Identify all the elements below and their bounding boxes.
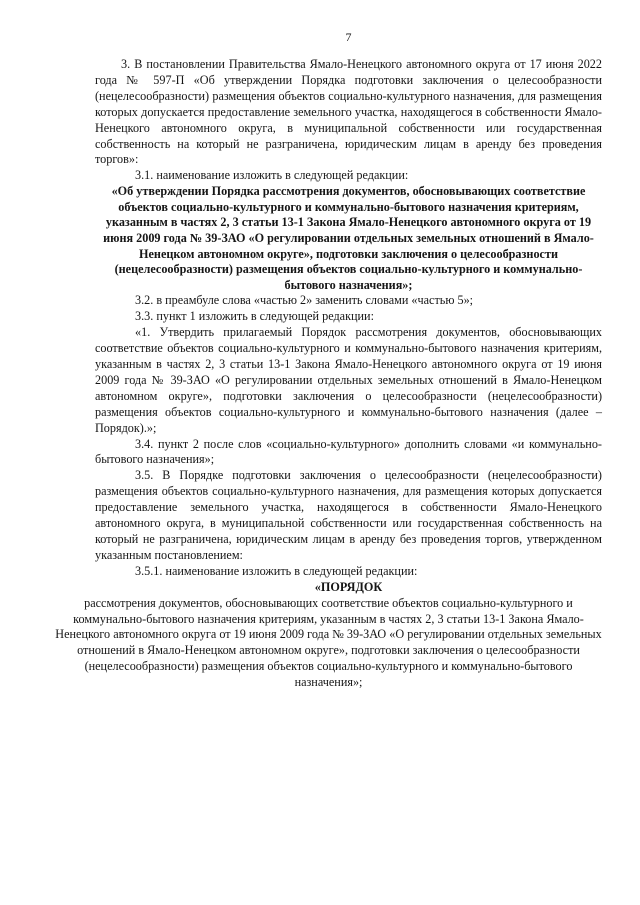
paragraph-3: 3. В постановлении Правительства Ямало-Ненецкого автономного округа от 17 июня 2022 года № 597-П «Об утверждении Порядка подготовки заключения о целесообразности (нецелесообразности) размещения объектов социально-культурного назначения, для размещения которых допускается предоставление земельного участка, находящегося в собственности Ямало-Ненецкого автономного округа, в муниципальной собственности или государственная собственность на который не разграничена, юридическим лицам в аренду без проведения торгов»: <box>95 57 602 167</box>
paragraph-3-5-1: 3.5.1. наименование изложить в следующей редакции: <box>135 563 418 578</box>
paragraph-3-2: 3.2. в преамбуле слова «частью 2» заменить словами «частью 5»; <box>135 293 474 308</box>
paragraph-3-3: 3.3. пункт 1 изложить в следующей редакции: <box>135 309 374 324</box>
paragraph-3-4: 3.4. пункт 2 после слов «социально-культурного» дополнить словами «и коммунально-бытового назначения»; <box>95 436 602 467</box>
paragraph-3-1-new-title: «Об утверждении Порядка рассмотрения документов, обосновывающих соответствие объектов социально-культурного и коммунально-бытового назначения критериям, указанным в частях 2, 3 статьи 13-1 Закона Ямало-Ненецкого автономного округа от 19 июня 2009 года № 39-ЗАО «О регулировании отдельных земельных отношений в Ямало-Ненецком автономном округе», подготовки заключения о целесообразности (нецелесообразности) размещения объектов социально-культурного и коммунально-бытового назначения»; <box>103 184 594 292</box>
paragraph-3-3-text: «1. Утвердить прилагаемый Порядок рассмотрения документов, обосновывающих соответствие объектов социально-культурного и коммунально-бытового назначения критериям, указанным в частях 2, 3 статьи 13-1 Закона Ямало-Ненецкого автономного округа от 19 июня 2009 года № 39-ЗАО «О регулировании отдельных земельных отношений в Ямало-Ненецком автономном округе», подготовки заключения о целесообразности (нецелесообразности) размещения объектов социально-культурного и коммунально-бытового назначения (далее – Порядок).»; <box>95 325 602 435</box>
paragraph-3-1: 3.1. наименование изложить в следующей редакции: <box>135 168 409 183</box>
paragraph-3-5: 3.5. В Порядке подготовки заключения о целесообразности (нецелесообразности) размещения объектов социально-культурного назначения, для размещения которых допускается предоставление земельного участка, находящегося в собственности Ямало-Ненецкого автономного округа, в муниципальной собственности или государственная собственность на который не разграничена, юридическим лицам в аренду без проведения торгов, утвержденном указанным постановлением: <box>95 468 602 562</box>
page-number: 7 <box>345 30 352 44</box>
order-heading: «ПОРЯДОК <box>314 579 383 594</box>
order-title-text: рассмотрения документов, обосновывающих соответствие объектов социально-культурного и коммунально-бытового назначения критериям, указанным в частях 2, 3 статьи 13-1 Закона Ямало-Ненецкого автономного округа от 19 июня 2009 года № 39-ЗАО «О регулировании отдельных земельных отношений в Ямало-Ненецком автономном округе», подготовки заключения о целесообразности (нецелесообразности) размещения объектов социально-культурного и коммунально-бытового назначения»; <box>55 595 602 690</box>
